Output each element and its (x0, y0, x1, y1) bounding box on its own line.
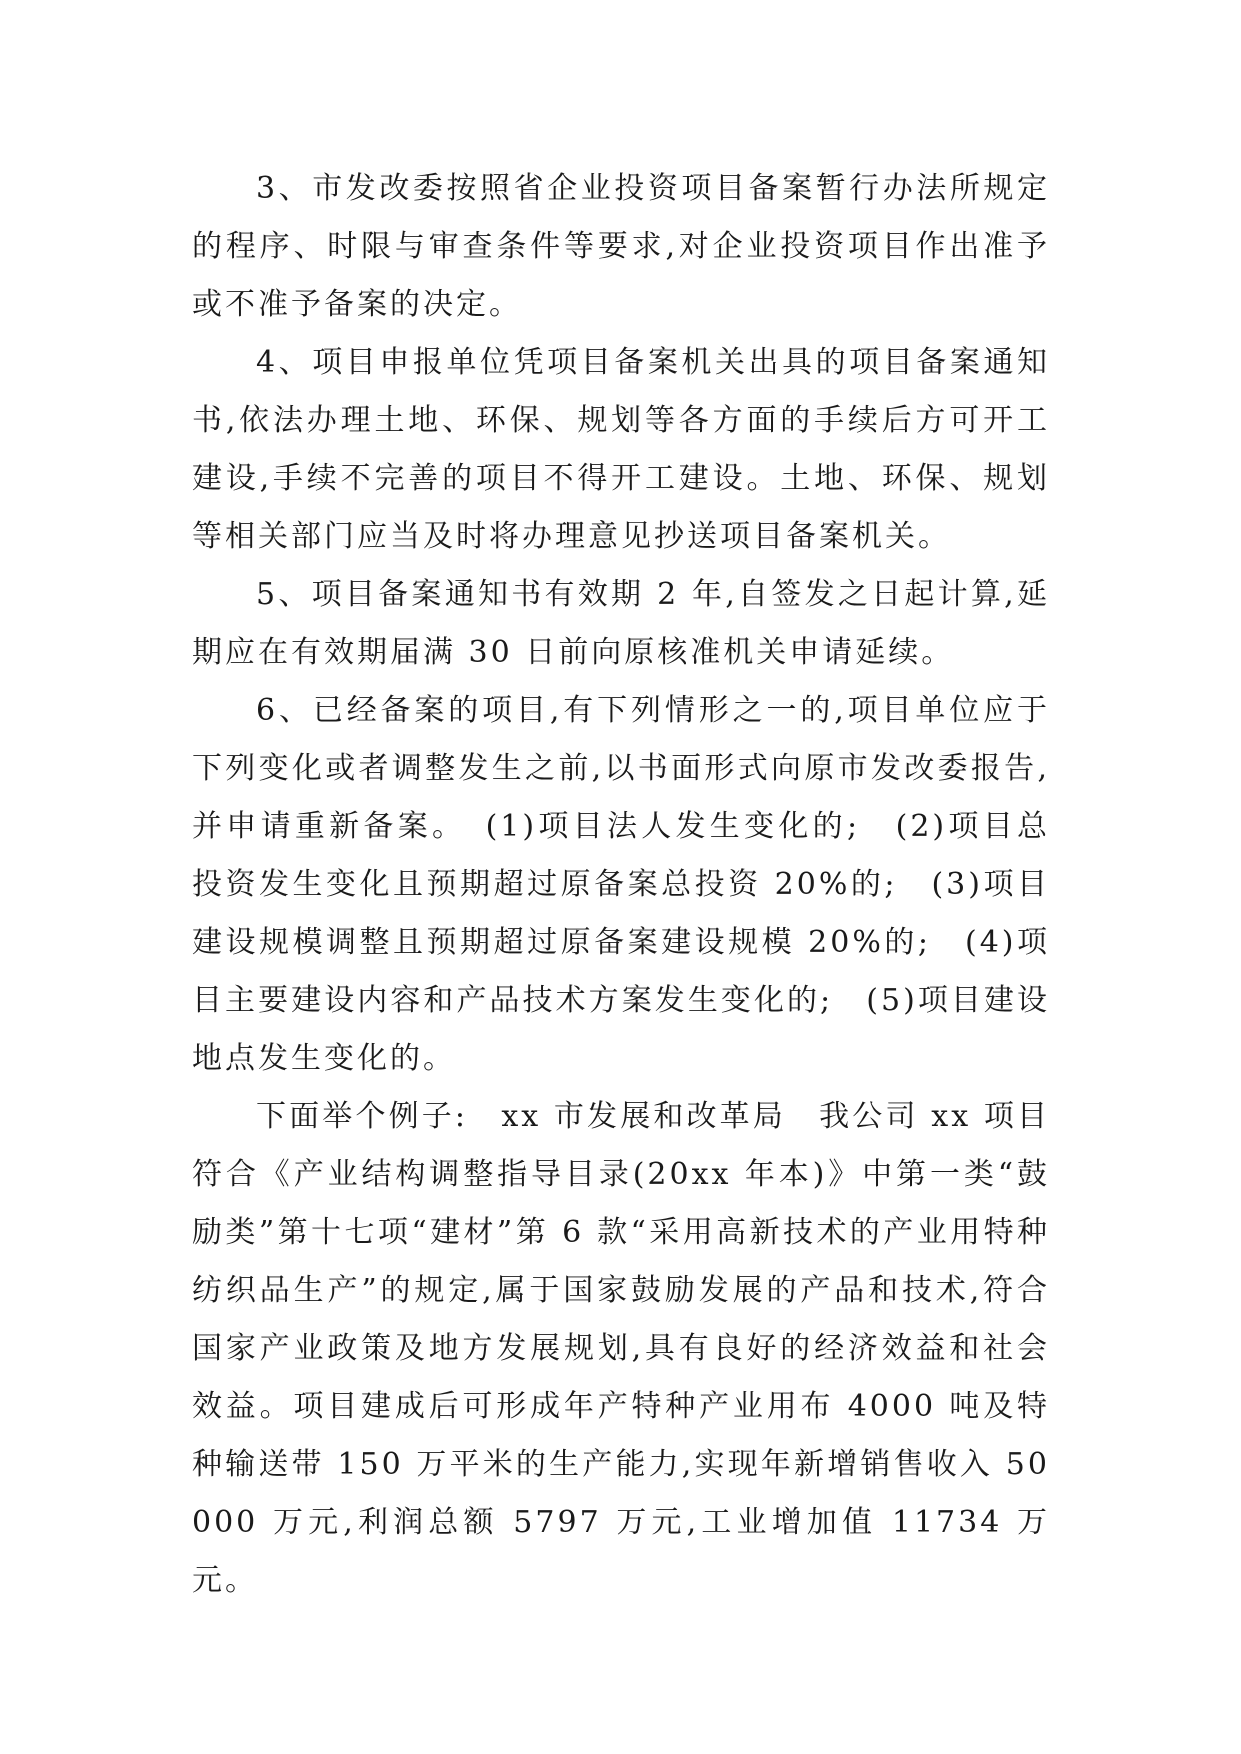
document-body (192, 160, 1050, 1610)
paragraph-item-3: 3、市发改委按照省企业投资项目备案暂行办法所规定的程序、时限与审查条件等要求,对企业投资项目作出准予或不准予备案的决定。 (192, 171, 1050, 322)
paragraph-example: 下面举个例子: xx 市发展和改革局 我公司 xx 项目符合《产业结构调整指导目录(20xx 年本)》中第一类“鼓励类”第十七项“建材”第 6 款“采用高新技术的产业用特种纺织品生产”的规定,属于国家鼓励发展的产品和技术,符合国家产业政策及地方发展规划,具有良好的经济效益和社会效益。项目建成后可形成年产特种产业用布 4000 吨及特种输送带 150 万平米的生产能力,实现年新增销售收入 50000 万元,利润总额 5797 万元,工业增加值 11734 万元。 (192, 1099, 1050, 1598)
paragraph-item-6: 6、已经备案的项目,有下列情形之一的,项目单位应于下列变化或者调整发生之前,以书面形式向原市发改委报告,并申请重新备案。 (1)项目法人发生变化的; (2)项目总投资发生变化且预期超过原备案总投资 20%的; (3)项目建设规模调整且预期超过原备案建设规模 20%的; (4)项目主要建设内容和产品技术方案发生变化的; (5)项目建设地点发生变化的。 (192, 693, 1050, 1076)
paragraph-item-5: 5、项目备案通知书有效期 2 年,自签发之日起计算,延期应在有效期届满 30 日前向原核准机关申请延续。 (192, 577, 1050, 670)
paragraph-item-4: 4、项目申报单位凭项目备案机关出具的项目备案通知书,依法办理土地、环保、规划等各方面的手续后方可开工建设,手续不完善的项目不得开工建设。土地、环保、规划等相关部门应当及时将办理意见抄送项目备案机关。 (192, 345, 1050, 554)
